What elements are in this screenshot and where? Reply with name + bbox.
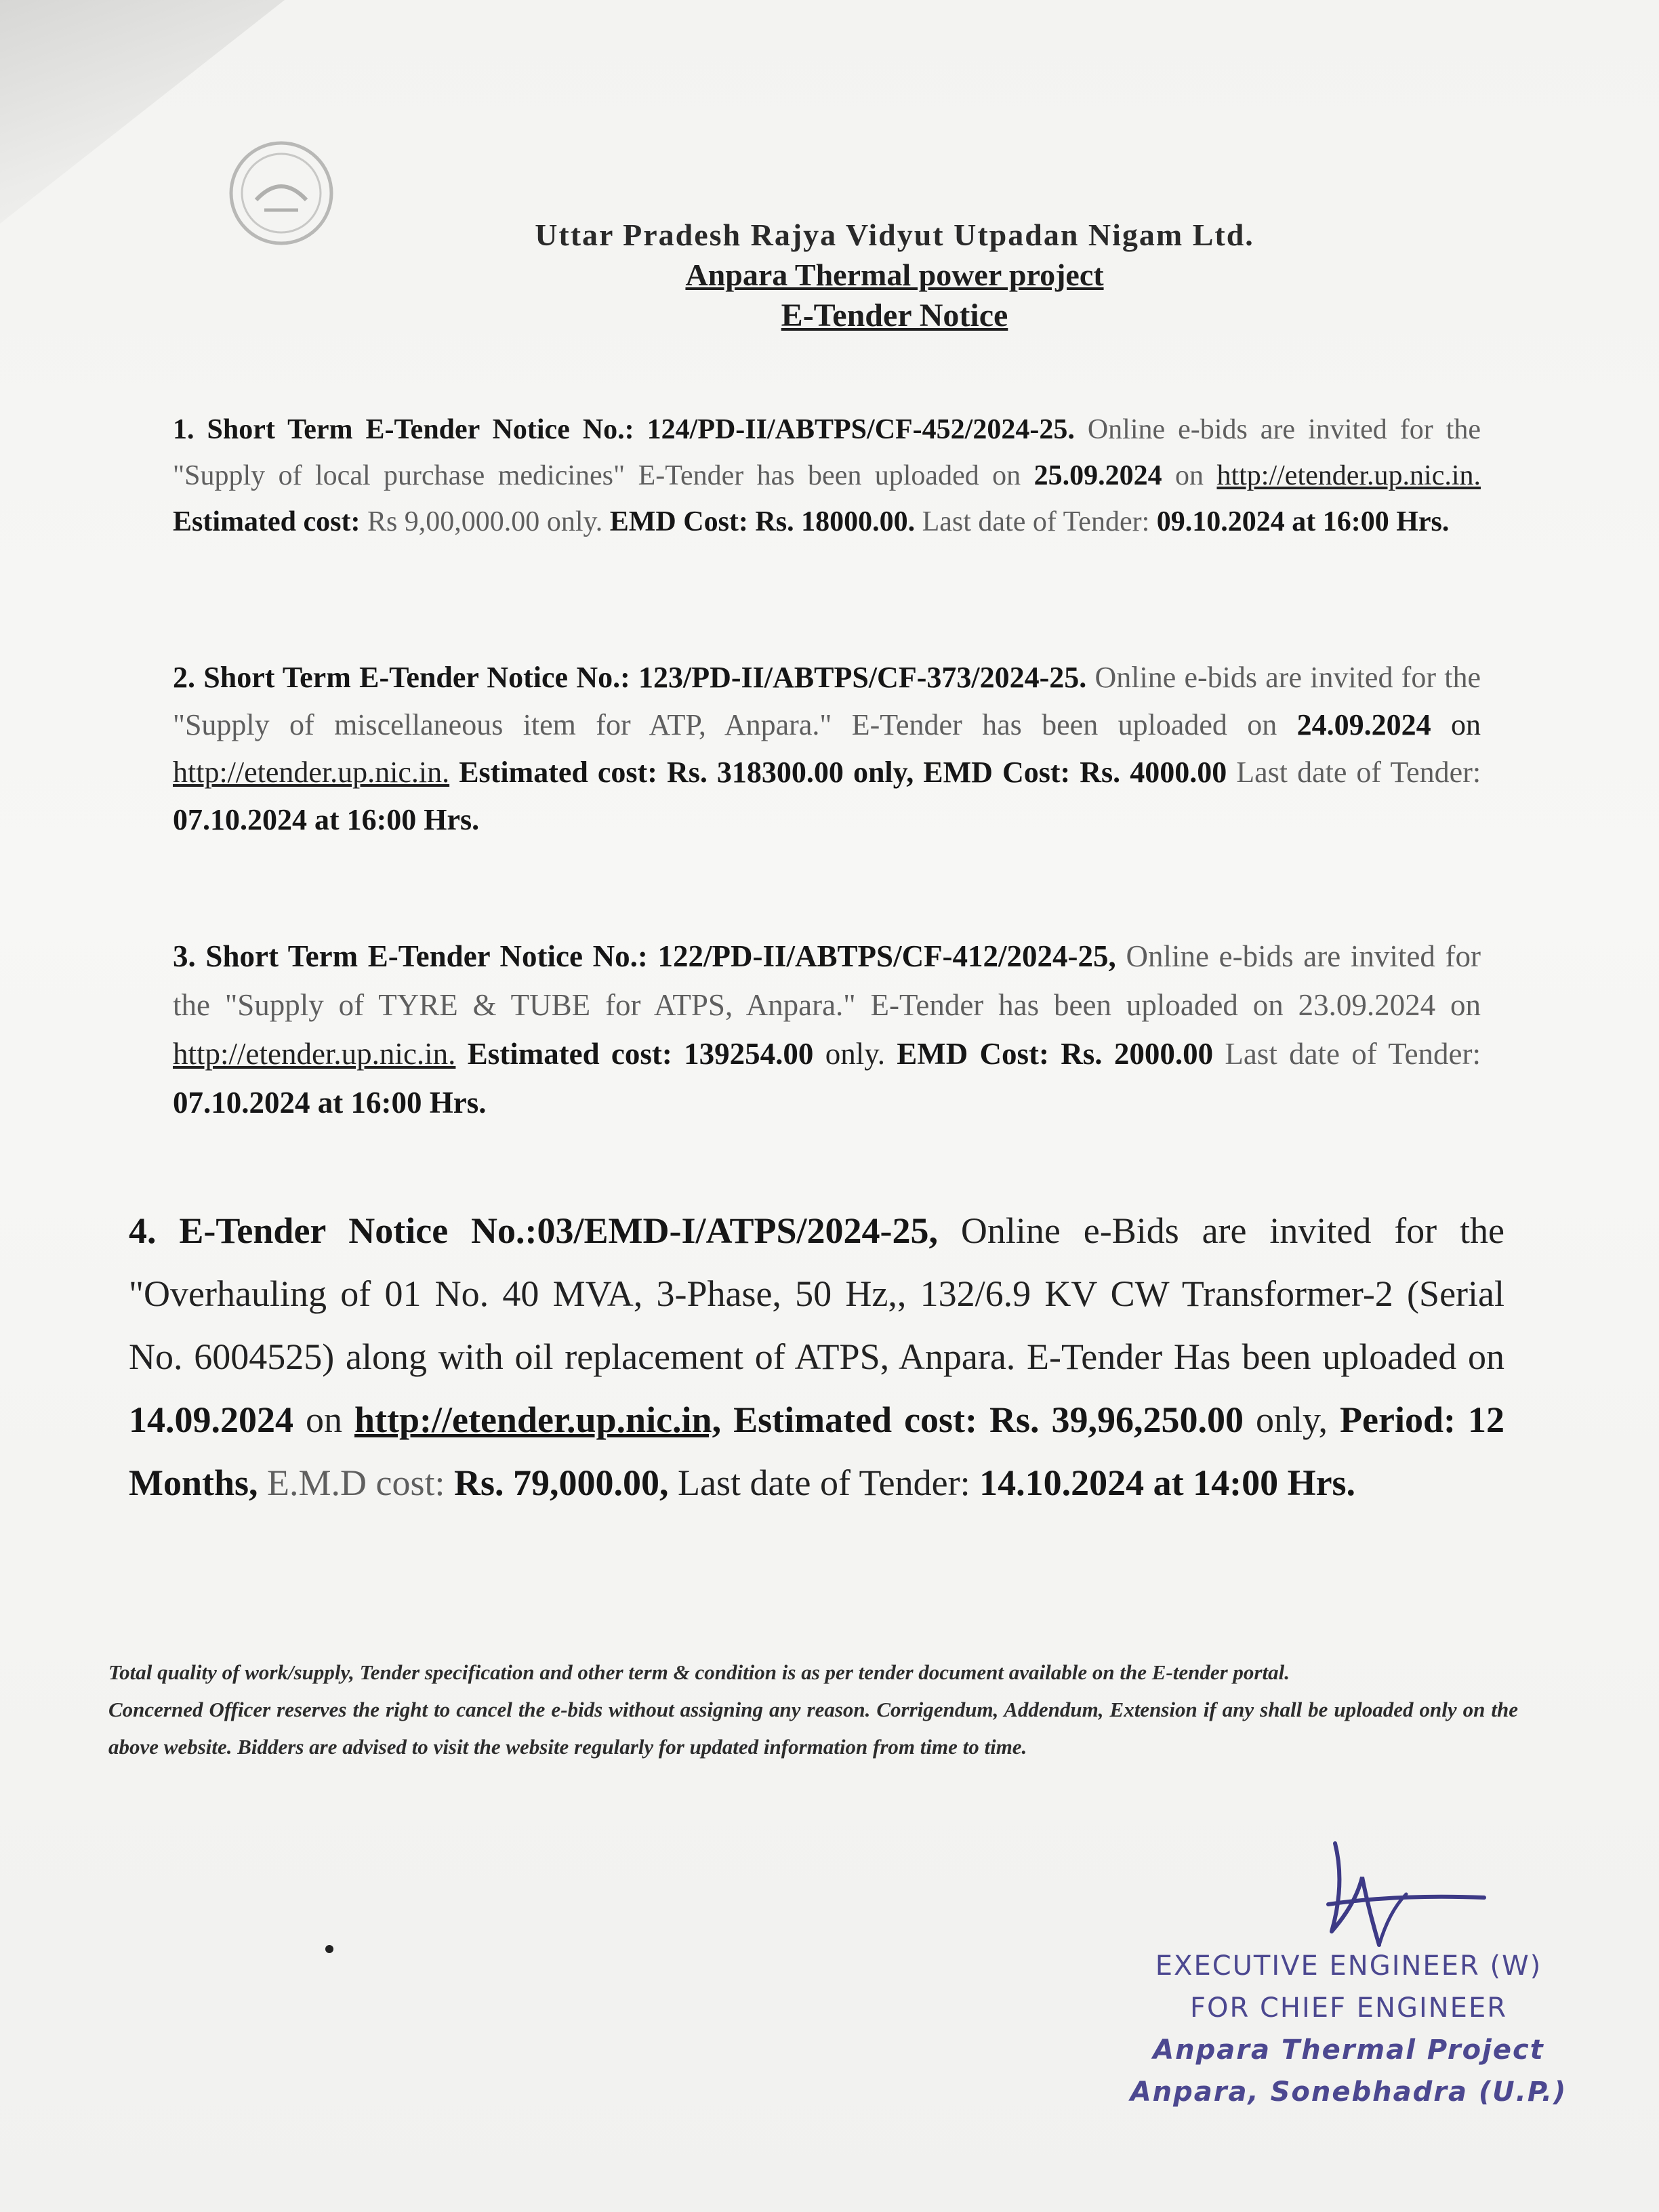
ink-dot xyxy=(325,1945,333,1953)
notice-heading: 1. Short Term E-Tender Notice No.: 124/PD-II/ABTPS/CF-452/2024-25. xyxy=(173,414,1075,445)
etender-link[interactable]: http://etender.up.nic.in. xyxy=(173,756,450,789)
tender-notice-4 xyxy=(129,1200,1504,1515)
notice-invite-text: Online e-bids are invited for the "Supply of local purchase medicines" E-Tender has been uploaded on xyxy=(173,414,1481,491)
terms-line-1: Total quality of work/supply, Tender specification and other term & condition is as per tender document available on the E-tender portal. xyxy=(108,1660,1290,1684)
terms-line-2: Concerned Officer reserves the right to cancel the e-bids without assigning any reason. Corrigendum, Addendum, Extension if any shall be uploaded only on the above website. Bidders are advised to visit the website regularly for updated information from time to time. xyxy=(108,1698,1518,1759)
emd-cost-value: Rs. 79,000.00, xyxy=(454,1462,669,1503)
stamp-line-4: Anpara, Sonebhadra (U.P.) xyxy=(1130,2076,1568,2108)
estimated-cost-value: 139254.00 xyxy=(684,1037,814,1071)
last-date-label: Last date of Tender: xyxy=(1225,1037,1481,1071)
stamp-line-1: EXECUTIVE ENGINEER (W) xyxy=(1155,1950,1542,1982)
etender-link[interactable]: http://etender.up.nic.in. xyxy=(173,1037,456,1071)
last-date-value: 09.10.2024 at 16:00 Hrs. xyxy=(1156,506,1450,537)
tender-notice-1 xyxy=(173,407,1481,545)
notice-title: E-Tender Notice xyxy=(781,298,1008,333)
estimated-cost-value: Rs 9,00,000.00 xyxy=(367,506,540,537)
emd-cost-label: E.M.D cost: xyxy=(267,1462,445,1503)
tender-notice-2 xyxy=(173,654,1481,844)
last-date-label: Last date of Tender: xyxy=(922,506,1150,537)
notice-invite-text: Online e-Bids are invited for the "Overhauling of 01 No. 40 MVA, 3-Phase, 50 Hz,, 132/6.9 KV CW Transformer-2 (Serial No. 6004525) along with oil replacement of ATPS, Anpara. E-Tender Has been uploaded on xyxy=(129,1210,1504,1377)
emd-cost-label: EMD Cost: xyxy=(897,1037,1050,1071)
stamp-line-3: Anpara Thermal Project xyxy=(1153,2034,1544,2066)
notice-heading: 2. Short Term E-Tender Notice No.: 123/PD-II/ABTPS/CF-373/2024-25. xyxy=(173,661,1087,694)
organization-name: Uttar Pradesh Rajya Vidyut Utpadan Nigam Ltd. xyxy=(535,218,1254,252)
emd-cost-value: Rs. 2000.00 xyxy=(1061,1037,1214,1071)
emd-cost-label: EMD Cost: xyxy=(923,756,1071,789)
only-text: only. xyxy=(546,506,603,537)
estimated-cost-label: Estimated cost: xyxy=(467,1037,672,1071)
estimated-cost-label: Estimated cost: Rs. 39,96,250.00 xyxy=(733,1399,1244,1440)
last-date-value: 14.10.2024 at 14:00 Hrs. xyxy=(979,1462,1356,1503)
terms-footer xyxy=(108,1654,1518,1765)
project-name: Anpara Thermal power project xyxy=(685,258,1104,292)
last-date-label: Last date of Tender: xyxy=(678,1462,970,1503)
last-date-value: 07.10.2024 at 16:00 Hrs. xyxy=(173,803,480,836)
emd-cost-label: EMD Cost: xyxy=(609,506,748,537)
stamp-line-2: FOR CHIEF ENGINEER xyxy=(1189,1992,1508,2024)
notice-on-text: on xyxy=(1451,708,1481,741)
notice-heading: 3. Short Term E-Tender Notice No.: 122/PD-II/ABTPS/CF-412/2024-25, xyxy=(173,939,1116,973)
last-date-value: 07.10.2024 at 16:00 Hrs. xyxy=(173,1086,487,1120)
period-text: Period: 12 Months, xyxy=(129,1399,1504,1503)
notice-on-text: on xyxy=(1175,460,1204,491)
emd-cost-value: Rs. 18000.00. xyxy=(755,506,916,537)
upload-date: 25.09.2024 xyxy=(1033,460,1162,491)
upload-date: 24.09.2024 xyxy=(1296,708,1431,741)
officer-stamp xyxy=(1118,1945,1579,2113)
tender-notice-3 xyxy=(173,932,1481,1127)
estimated-cost-label: Estimated cost: xyxy=(459,756,657,789)
only-text: only. xyxy=(825,1037,886,1071)
notice-invite-text: Online e-bids are invited for the "Supply of TYRE & TUBE for ATPS, Anpara." E-Tender has been uploaded on 23.09.2024 on xyxy=(173,939,1481,1022)
emd-cost-value: Rs. 4000.00 xyxy=(1080,756,1227,789)
estimated-cost-value: Rs. 318300.00 only, xyxy=(666,756,914,789)
notice-header xyxy=(352,217,1437,334)
etender-link[interactable]: http://etender.up.nic.in. xyxy=(1216,460,1481,491)
estimated-cost-label: Estimated cost: xyxy=(173,506,361,537)
only-text: only, xyxy=(1256,1399,1328,1440)
last-date-label: Last date of Tender: xyxy=(1236,756,1481,789)
notice-on-text: on xyxy=(306,1399,342,1440)
notice-heading: 4. E-Tender Notice No.:03/EMD-I/ATPS/2024-25, xyxy=(129,1210,939,1251)
company-logo-icon xyxy=(224,136,339,251)
notice-invite-text: Online e-bids are invited for the "Supply of miscellaneous item for ATP, Anpara." E-Tender has been uploaded on xyxy=(173,661,1481,741)
upload-date: 14.09.2024 xyxy=(129,1399,293,1440)
etender-link[interactable]: http://etender.up.nic.in, xyxy=(354,1399,722,1440)
